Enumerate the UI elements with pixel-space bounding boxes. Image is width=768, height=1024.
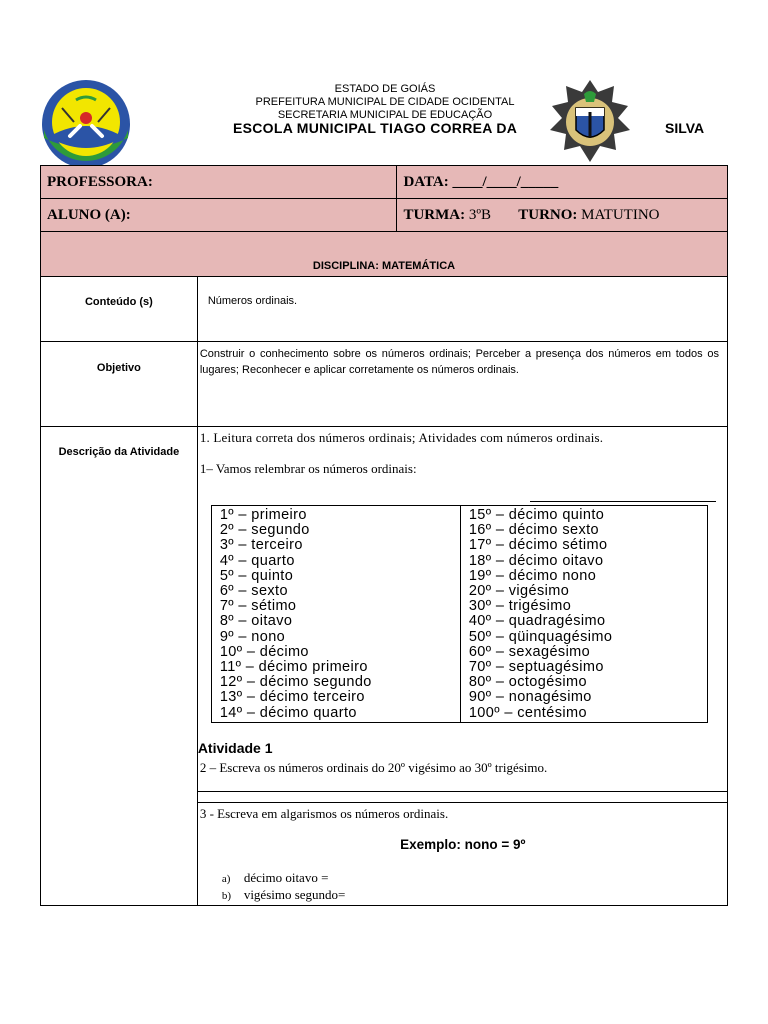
ordinal-item: 6º – sexto [219, 583, 288, 600]
item-marker: b) [221, 890, 231, 902]
activity-content [198, 427, 727, 802]
disciplina-label: DISCIPLINA: MATEMÁTICA [312, 260, 456, 272]
ordinal-item: 7º – sétimo [219, 598, 297, 615]
question-2: 2 – Escreva os números ordinais do 20º vigésimo ao 30º trigésimo. [199, 760, 548, 775]
lesson-form [40, 165, 728, 906]
turma-turno-field[interactable] [397, 199, 728, 232]
data-field[interactable] [397, 166, 728, 199]
ordinal-item: 90º – nonagésimo [468, 689, 592, 706]
ordinal-item: 12º – décimo segundo [219, 674, 372, 691]
ordinal-item: 20º – vigésimo [468, 583, 570, 600]
descricao-label: Descrição da Atividade [41, 427, 198, 906]
document-header [0, 0, 768, 165]
secretariat-line: SECRETARIA MUNICIPAL DE EDUCAÇÃO [277, 109, 493, 121]
activity-cell [197, 427, 727, 906]
state-line: ESTADO DE GOIÁS [334, 83, 436, 95]
atividade-title: Atividade 1 [197, 740, 273, 756]
ordinal-item: 17º – décimo sétimo [468, 537, 608, 554]
intro-text: 1. Leitura correta dos números ordinais; Atividades com números ordinais. [199, 430, 604, 445]
conteudo-label: Conteúdo (s) [41, 277, 198, 342]
question-3-section [198, 802, 727, 905]
school-logo-left [40, 78, 132, 170]
ordinal-item: 13º – décimo terceiro [219, 689, 365, 706]
ordinal-item: 30º – trigésimo [468, 598, 572, 615]
example-text: Exemplo: nono = 9º [400, 837, 526, 852]
professora-label: PROFESSORA: [47, 173, 153, 190]
answer-line-divider [198, 791, 728, 792]
item-text: décimo oitavo = [243, 870, 329, 885]
ordinal-item: 19º – décimo nono [468, 567, 597, 584]
ordinal-item: 80º – octogésimo [468, 674, 587, 691]
ordinal-item: 10º – décimo [219, 643, 309, 660]
item-marker: a) [221, 873, 231, 885]
list-item [222, 887, 346, 904]
ordinal-item: 16º – décimo sexto [468, 522, 599, 539]
objetivo-value: Construir o conhecimento sobre os números ordinais; Perceber a presença dos números em todos os lugares; Reconhecer e aplicar corretamente os números ordinais. [197, 342, 727, 427]
list-item [222, 870, 346, 887]
ordinal-item: 4º – quarto [219, 552, 295, 569]
header-lines [220, 83, 550, 122]
blank-line [530, 501, 716, 502]
answer-list [222, 870, 346, 904]
ordinals-table [211, 505, 708, 723]
ordinal-item: 8º – oitavo [219, 613, 293, 630]
ordinal-item: 15º – décimo quinto [468, 507, 605, 523]
turno-label: TURNO: [518, 206, 578, 223]
ordinal-item: 2º – segundo [219, 522, 310, 539]
ordinals-left-column [211, 506, 460, 723]
conteudo-value: Números ordinais. [197, 277, 727, 342]
city-crest-icon [548, 78, 632, 164]
recall-text: 1– Vamos relembrar os números ordinais: [199, 461, 417, 476]
data-label: DATA: ____/____/_____ [403, 173, 559, 190]
ordinal-item: 60º – sexagésimo [468, 643, 591, 660]
ordinal-item: 1º – primeiro [219, 507, 307, 523]
ordinal-item: 14º – décimo quarto [219, 704, 357, 721]
ordinal-item: 5º – quinto [219, 567, 294, 584]
ordinal-item: 50º – qüinquagésimo [468, 628, 613, 645]
ordinal-item: 3º – terceiro [219, 537, 303, 554]
prefecture-line: PREFEITURA MUNICIPAL DE CIDADE OCIDENTAL [255, 96, 515, 108]
turma-label: TURMA: [403, 206, 466, 223]
ordinal-item: 11º – décimo primeiro [219, 659, 368, 676]
ordinal-item: 100º – centésimo [468, 704, 587, 721]
item-text: vigésimo segundo= [243, 887, 346, 902]
disciplina-row [41, 232, 728, 277]
turno-value: MATUTINO [581, 206, 660, 223]
professora-field[interactable] [41, 166, 397, 199]
ordinal-item: 9º – nono [219, 628, 286, 645]
ordinal-item: 70º – septuagésimo [468, 659, 604, 676]
aluno-field[interactable] [41, 199, 397, 232]
ordinals-right-column [460, 506, 707, 723]
school-name: ESCOLA MUNICIPAL TIAGO CORREA DA [233, 120, 518, 136]
school-name-end: SILVA [665, 120, 705, 136]
ordinal-item: 18º – décimo oitavo [468, 552, 604, 569]
aluno-label: ALUNO (A): [47, 206, 131, 223]
objetivo-label: Objetivo [41, 342, 198, 427]
turma-value: 3ºB [468, 206, 492, 223]
question-3: 3 - Escreva em algarismos os números ordinais. [199, 806, 449, 821]
ordinal-item: 40º – quadragésimo [468, 613, 606, 630]
